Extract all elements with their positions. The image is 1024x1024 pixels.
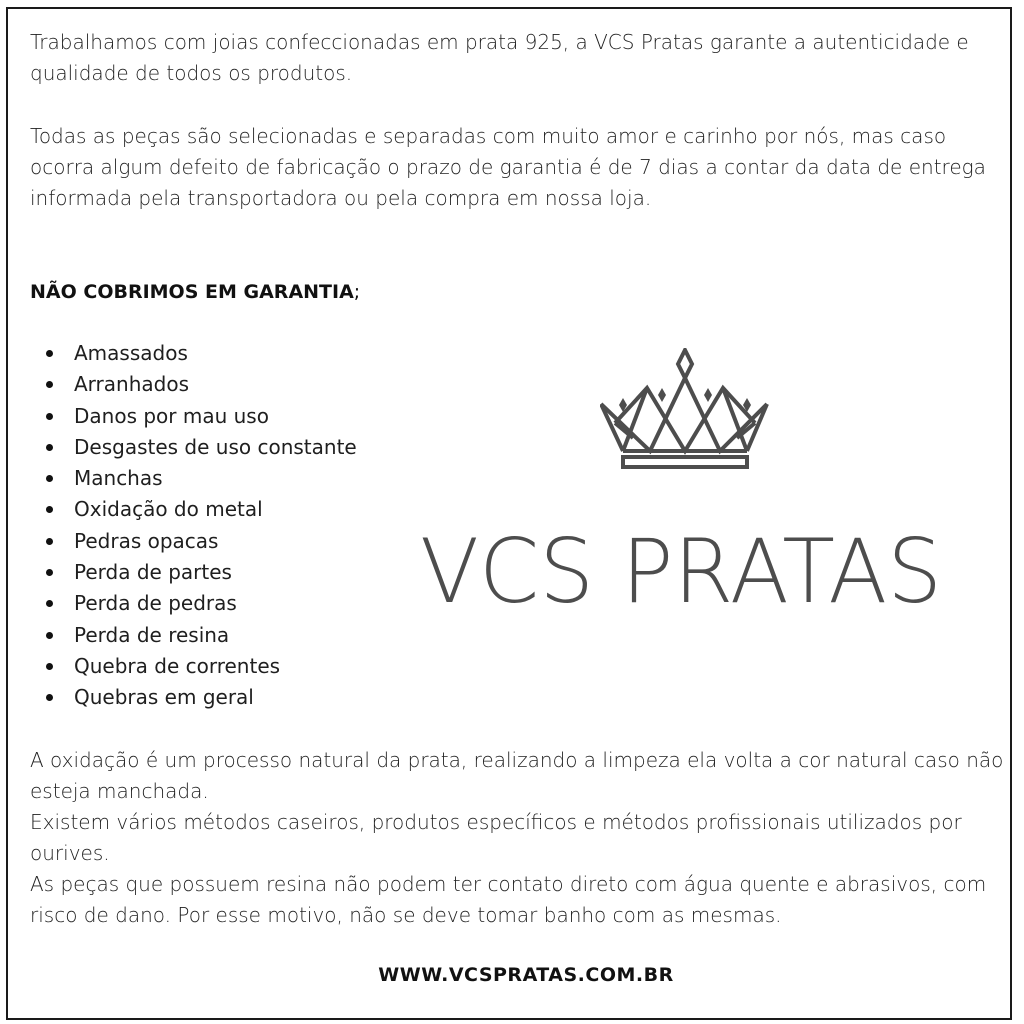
svg-text:VCS PRATAS: VCS PRATAS <box>420 522 942 622</box>
bullet-icon <box>46 663 53 670</box>
list-item-label: Oxidação do metal <box>74 497 263 522</box>
list-item-label: Perda de pedras <box>74 591 237 616</box>
list-item-label: Pedras opacas <box>74 528 219 553</box>
list-item <box>74 620 357 651</box>
bullet-icon <box>46 600 53 607</box>
resin-note: As peças que possuem resina não podem ter contato direto com água quente e abrasivos, com risco de dano. Por esse motivo, não se deve tomar banho com as mesmas. <box>30 872 987 927</box>
list-item-label: Quebra de correntes <box>74 653 281 678</box>
list-item <box>74 588 357 619</box>
bullet-icon <box>46 538 53 545</box>
list-item <box>74 557 357 588</box>
bullet-icon <box>46 632 53 639</box>
bullet-icon <box>46 569 53 576</box>
bullet-icon <box>46 694 53 701</box>
website-url: WWW.VCSPRATAS.COM.BR <box>378 964 674 986</box>
list-item <box>74 369 357 400</box>
list-item <box>74 682 357 713</box>
border-right <box>1010 7 1012 1020</box>
warranty-paragraph: Todas as peças são selecionadas e separadas com muito amor e carinho por nós, mas caso ocorra algum defeito de fabricação o prazo de garantia é de 7 dias a contar da data de entrega informada pela transportadora ou pela compra em nossa loja. <box>30 124 986 210</box>
oxidation-note: A oxidação é um processo natural da prata, realizando a limpeza ela volta a cor natural caso não esteja manchada. <box>30 748 1004 803</box>
list-item-label: Amassados <box>74 341 188 365</box>
exclusions-list <box>74 338 357 714</box>
list-item-label: Quebras em geral <box>74 685 254 710</box>
border-bottom <box>6 1018 1012 1020</box>
list-item-label: Danos por mau uso <box>74 403 269 428</box>
border-left <box>6 7 8 1020</box>
crown-icon <box>600 348 770 473</box>
list-item-label: Perda de resina <box>74 622 230 647</box>
list-item <box>74 651 357 682</box>
exclusions-heading-suffix: ; <box>353 281 361 303</box>
bullet-icon <box>46 444 53 451</box>
list-item <box>74 526 357 557</box>
list-item <box>74 494 357 525</box>
bullet-icon <box>46 506 53 513</box>
list-item <box>74 432 357 463</box>
intro-paragraph: Trabalhamos com joias confeccionadas em prata 925, a VCS Pratas garante a autenticidade e qualidade de todos os produtos. <box>30 30 969 85</box>
bullet-icon <box>46 413 53 420</box>
list-item-label: Desgastes de uso constante <box>74 434 357 459</box>
list-item-label: Arranhados <box>74 372 189 397</box>
exclusions-heading-label: NÃO COBRIMOS EM GARANTIA <box>30 281 354 303</box>
list-item-label: Manchas <box>74 466 163 491</box>
notes-section <box>30 745 1010 931</box>
bullet-icon <box>46 381 53 388</box>
bullet-icon <box>46 350 53 357</box>
border-top <box>6 7 1012 9</box>
list-item <box>74 463 357 494</box>
list-item <box>74 401 357 432</box>
list-item <box>74 338 357 369</box>
exclusions-heading <box>30 277 360 308</box>
list-item-label: Perda de partes <box>74 560 232 585</box>
brand-logo-text <box>420 522 960 622</box>
bullet-icon <box>46 475 53 482</box>
methods-note: Existem vários métodos caseiros, produtos específicos e métodos profissionais utilizados por ourives. <box>30 810 962 865</box>
